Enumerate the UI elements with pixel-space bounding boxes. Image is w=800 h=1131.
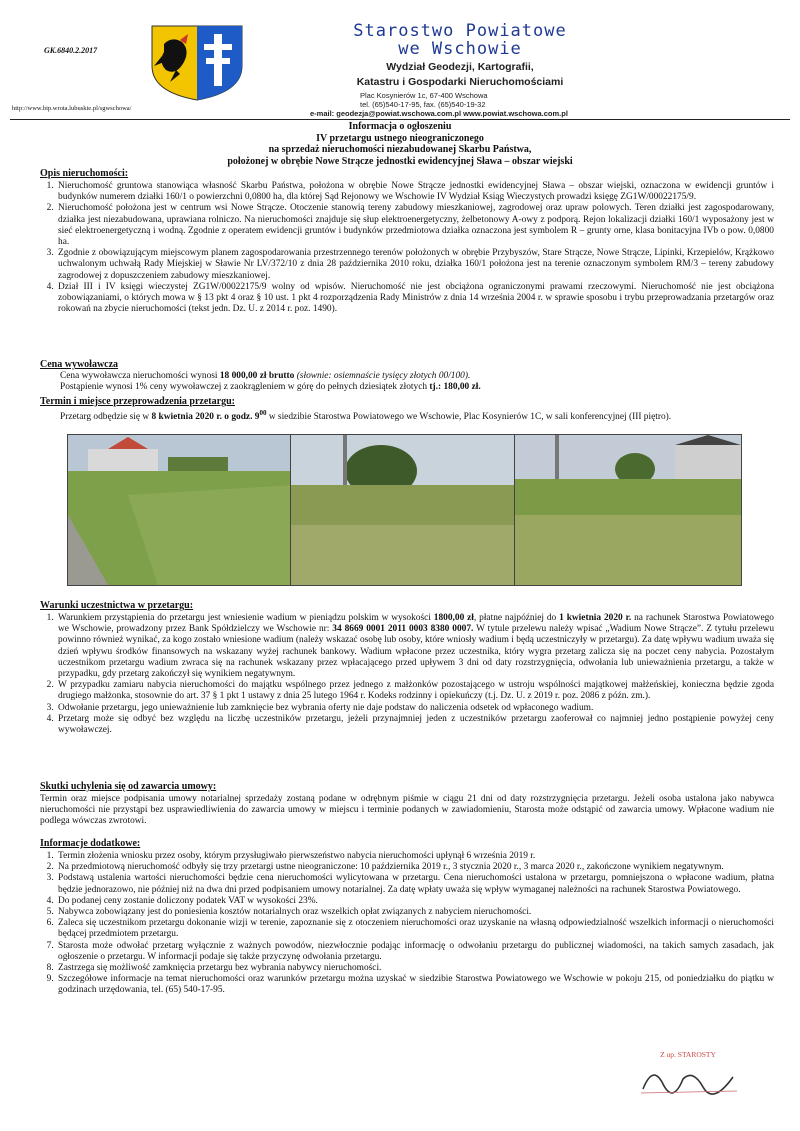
- signature-stamp-text: Z up. STAROSTY: [660, 1050, 716, 1059]
- section-heading-warunki: Warunki uczestnictwa w przetargu:: [40, 600, 194, 611]
- signature-stamp: [618, 1050, 758, 1120]
- cena-text: [60, 371, 774, 393]
- list-item: 4. Przetarg może się odbyć bez względu na liczbę uczestników przetargu, jeżeli przynajmniej jeden z uczestników przetargu zaoferował co najmniej jedno postąpienie powyżej ceny wywoławczej.: [56, 714, 774, 736]
- property-photo-2: [290, 434, 518, 586]
- title-line4: położonej w obrębie Nowe Strącze jednostki ewidencyjnej Sława – obszar wiejski: [227, 155, 573, 167]
- coat-of-arms-logo: [146, 22, 248, 102]
- section-heading-skutki: Skutki uchylenia się od zawarcia umowy:: [40, 781, 217, 792]
- title-line1: Informacja o ogłoszeniu: [348, 121, 452, 132]
- section-heading-dodatkowe: Informacje dodatkowe:: [40, 838, 141, 849]
- title-line3: na sprzedaż nieruchomości niezabudowanej Skarbu Państwa,: [268, 144, 532, 155]
- cena-amount: 18 000,00 zł brutto: [219, 371, 295, 381]
- title-line2: IV przetargu ustnego nieograniczonego: [316, 132, 484, 144]
- handwritten-signature: [633, 1059, 743, 1099]
- termin-date: 8 kwietnia 2020 r. o godz. 9: [151, 412, 260, 423]
- office-phone: tel. (65)540-17-95, fax. (65)540-19-32: [360, 100, 486, 109]
- warunki-text: W tytule przelewu należy wpisać „Wadium Nowe Strącze”. Z tytułu przelewu powinno również wynikać, za kogo zostało wniesione wadium (należy wskazać osobę lub osoby, które wniosły wadium i będą uczestniczyły w przetargu). Za datę wpływu wadium uważa się dzień wpływu środków finansowych na wskazany wyżej rachunek bankowy. Wadium wpłacone przez uczestnika, który wygra przetarg zalicza się na poczet ceny nabycia. Pozostałym uczestnikom przetargu wadium zwraca się na rachunek wskazany przez wpłacającego przed upływem 3 dni od daty rozstrzygnięcia, odwołania lub unieważnienia przetargu, a także w przypadku, gdy przetarg zakończył się wynikiem negatywnym.: [58, 624, 775, 680]
- list-item: 1. Termin złożenia wniosku przez osoby, którym przysługiwało pierwszeństwo nabycia nieruchomości upłynął 6 września 2019 r.: [56, 851, 774, 862]
- department-line2: Katastru i Gospodarki Nieruchomościami: [356, 76, 564, 88]
- cena-words: (słownie: osiemnaście tysięcy złotych 00/100).: [294, 371, 471, 381]
- list-item: 1. Nieruchomość gruntowa stanowiąca własność Skarbu Państwa, położona w obrębie Nowe Strącze jednostki ewidencyjnej Sława – obszar wiejski, oznaczona w ewidencji gruntów i budynków numerem działki 160/1 o powierzchni 0,0800 ha, dla której Sąd Rejonowy we Wschowie IV Wydział Ksiąg Wieczystych prowadzi księgę ZG1W/00022175/9.: [56, 181, 774, 203]
- reference-number: GK.6840.2.2017: [44, 46, 98, 55]
- wadium-amount: 1800,00 zł: [433, 613, 474, 623]
- postapienie-amount: tj.: 180,00 zł.: [429, 382, 481, 393]
- list-item: 2. Nieruchomość położona jest w centrum wsi Nowe Strącze. Otoczenie stanowią tereny zabudowy mieszkaniowej, zagrodowej oraz upraw polowych. Teren działki jest zagospodarowany, działka jest niezabudowana, uprawiana rolniczo. Na nieruchomości znajduje się słup elektroenergetyczny, żelbetonowy A-owy z podporą. Rejon lokalizacji działki 160/1 wyposażony jest w sieć elektroenergetyczną i wodną. Zgodnie z operatem ewidencji gruntów i budynków przedmiotowa działka oznaczona jest symbolem R – grunty orne, klasa bonitacyjna IVb o pow. 0,0800 ha.: [56, 203, 774, 248]
- property-photo-3: [514, 434, 742, 586]
- termin-minutes: 00: [259, 409, 267, 417]
- cena-line1-text: Cena wywoławcza nieruchomości wynosi: [60, 371, 220, 381]
- warunki-list: [40, 613, 774, 736]
- section-heading-termin: Termin i miejsce przeprowadzenia przetargu:: [40, 396, 235, 407]
- warunki-text: Warunkiem przystąpienia do przetargu jest wniesienie wadium w pieniądzu polskim w wysokości: [58, 613, 434, 623]
- list-item: 3. Zgodnie z obowiązującym miejscowym planem zagospodarowania przestrzennego terenów położonych w obrębie Przybyszów, Stare Strącze, Nowe Strącze, Lipinki, Krzepielów, Krążkowo uchwalonym uchwałą Rady Miejskiej w Sławie Nr LV/372/10 z dnia 28 października 2010 roku, działka 160/1 położona jest na terenie oznaczonym symbolem RM/3 – tereny zabudowy zagrodowej z dopuszczeniem zabudowy mieszkaniowej.: [56, 248, 774, 282]
- list-item: 6. Zaleca się uczestnikom przetargu dokonanie wizji w terenie, zapoznanie się z otoczeniem nieruchomości oraz uzyskanie na własną odpowiedzialność wszelkich informacji o nieruchomości będącej przedmiotem przetargu.: [56, 918, 774, 940]
- dodatkowe-list: [40, 851, 774, 997]
- list-item: 3. Odwołanie przetargu, jego unieważnienie lub zamknięcie bez wybrania oferty nie daje podstaw do naliczenia odsetek od wpłaconego wadium.: [56, 703, 774, 714]
- section-heading-cena: Cena wywoławcza: [40, 359, 119, 370]
- postapienie-text: Postąpienie wynosi 1% ceny wywoławczej z zaokrągleniem w górę do pełnych dziesiątek złotych: [60, 382, 430, 393]
- property-photo-1: [67, 434, 295, 586]
- termin-place: w siedzibie Starostwa Powiatowego we Wschowie, Plac Kosynierów 1C, w sali konferencyjnej (III piętro).: [266, 412, 672, 423]
- office-name-line1: Starostwo Powiatowe: [353, 21, 567, 41]
- opis-list: [40, 181, 774, 315]
- document-title: [150, 121, 650, 167]
- list-item: 2. W przypadku zamiaru nabycia nieruchomości do majątku wspólnego przez jednego z małżonków pozostającego w ustroju wspólności majątkowej małżeńskiej, konieczna będzie zgoda drugiego małżonka, stosownie do art. 37 § 1 pkt 1 ustawy z dnia 25 lutego 1964 r. Kodeks rodzinny i opiekuńczy (t.j. Dz. U. z 2019 r. poz. 2086 z późn. zm.).: [56, 680, 774, 702]
- list-item: 2. Na przedmiotową nieruchomość odbyły się trzy przetargi ustne nieograniczone: 10 października 2019 r., 3 stycznia 2020 r., 3 marca 2020 r., zakończone wynikiem negatywnym.: [56, 862, 774, 873]
- warunki-text: , płatne najpóźniej do: [473, 613, 560, 623]
- header-divider: [10, 119, 790, 120]
- skutki-text: Termin oraz miejsce podpisania umowy notarialnej sprzedaży zostaną podane w odrębnym piśmie w ciągu 21 dni od daty rozstrzygnięcia przetargu. Jeżeli osoba ustalona jako nabywca nieruchomości nie przystąpi bez usprawiedliwienia do zawarcia umowy w miejscu i terminie podanych w zawiadomieniu, Starosta może odstąpić od zawarcia umowy. Wpłacone wadium nie podlega wówczas zwrotowi.: [40, 794, 774, 827]
- bip-url: http://www.bip.wrota.lubuskie.pl/sgwschowa/: [12, 105, 132, 112]
- office-contact: e-mail: geodezja@powiat.wschowa.com.pl www.powiat.wschowa.com.pl: [310, 109, 568, 118]
- warunki-text: na rachunek Starostwa Powiatowego we Wschowie, prowadzony przez Bank Spółdzielczy we Wschowie nr:: [58, 613, 774, 635]
- list-item: [56, 613, 774, 680]
- list-item: 9. Szczegółowe informacje na temat nieruchomości oraz warunków przetargu można uzyskać w siedzibie Starostwa Powiatowego we Wschowie w pokoju 215, od poniedziałku do piątku w godzinach urzędowania, tel. (65) 540-17-95.: [56, 974, 774, 996]
- list-item: 5. Nabywca zobowiązany jest do poniesienia kosztów notarialnych oraz wszelkich opłat związanych z nabyciem nieruchomości.: [56, 907, 774, 918]
- termin-text-a: Przetarg odbędzie się w: [60, 412, 152, 423]
- office-name-line2: we Wschowie: [398, 39, 522, 59]
- list-item: 4. Do podanej ceny zostanie doliczony podatek VAT w wysokości 23%.: [56, 896, 774, 907]
- list-item: 4. Dział III i IV księgi wieczystej ZG1W/00022175/9 wolny od wpisów. Nieruchomość nie jest obciążona ograniczonymi prawami rzeczowymi. Nieruchomość nie jest obciążona zobowiązaniami, o których mowa w § 13 pkt 4 oraz § 10 ust. 1 pkt 4 rozporządzenia Rady Ministrów z dnia 14 września 2004 r. w sprawie sposobu i trybu przeprowadzania przetargów oraz rokowań na zbycie nieruchomości (tekst jedn. Dz. U. z 2014 r. poz. 1490).: [56, 282, 774, 316]
- wadium-deadline: 1 kwietnia 2020 r.: [559, 613, 632, 623]
- office-address: Plac Kosynierów 1c, 67-400 Wschowa: [360, 91, 488, 100]
- list-item: 8. Zastrzega się możliwość zamknięcia przetargu bez wybrania nabywcy nieruchomości.: [56, 963, 774, 974]
- list-item: 3. Podstawą ustalenia wartości nieruchomości będzie cena nieruchomości wylicytowana w przetargu. Cena nieruchomości ustalona w przetargu, pomniejszona o wpłacone wadium, płatna będzie jednorazowo, nie później niż na dwa dni przed podpisaniem umowy notarialnej. Za datę wpłaty uważa się wpływ wymaganej należności na rachunek Starostwa Powiatowego.: [56, 873, 774, 895]
- termin-text: [60, 408, 774, 423]
- office-header: [250, 22, 670, 118]
- bank-account-number: 34 8669 0001 2011 0003 8380 0007.: [332, 624, 474, 635]
- list-item: 7. Starosta może odwołać przetarg wyłącznie z ważnych powodów, niezwłocznie podając informację o odwołaniu przetargu do publicznej wiadomości, na takich samych zasadach, jak ogłoszenie o przetargu. W informacji podaje się także przyczynę odwołania przetargu.: [56, 941, 774, 963]
- section-heading-opis: Opis nieruchomości:: [40, 168, 129, 179]
- department-line1: Wydział Geodezji, Kartografii,: [386, 61, 534, 73]
